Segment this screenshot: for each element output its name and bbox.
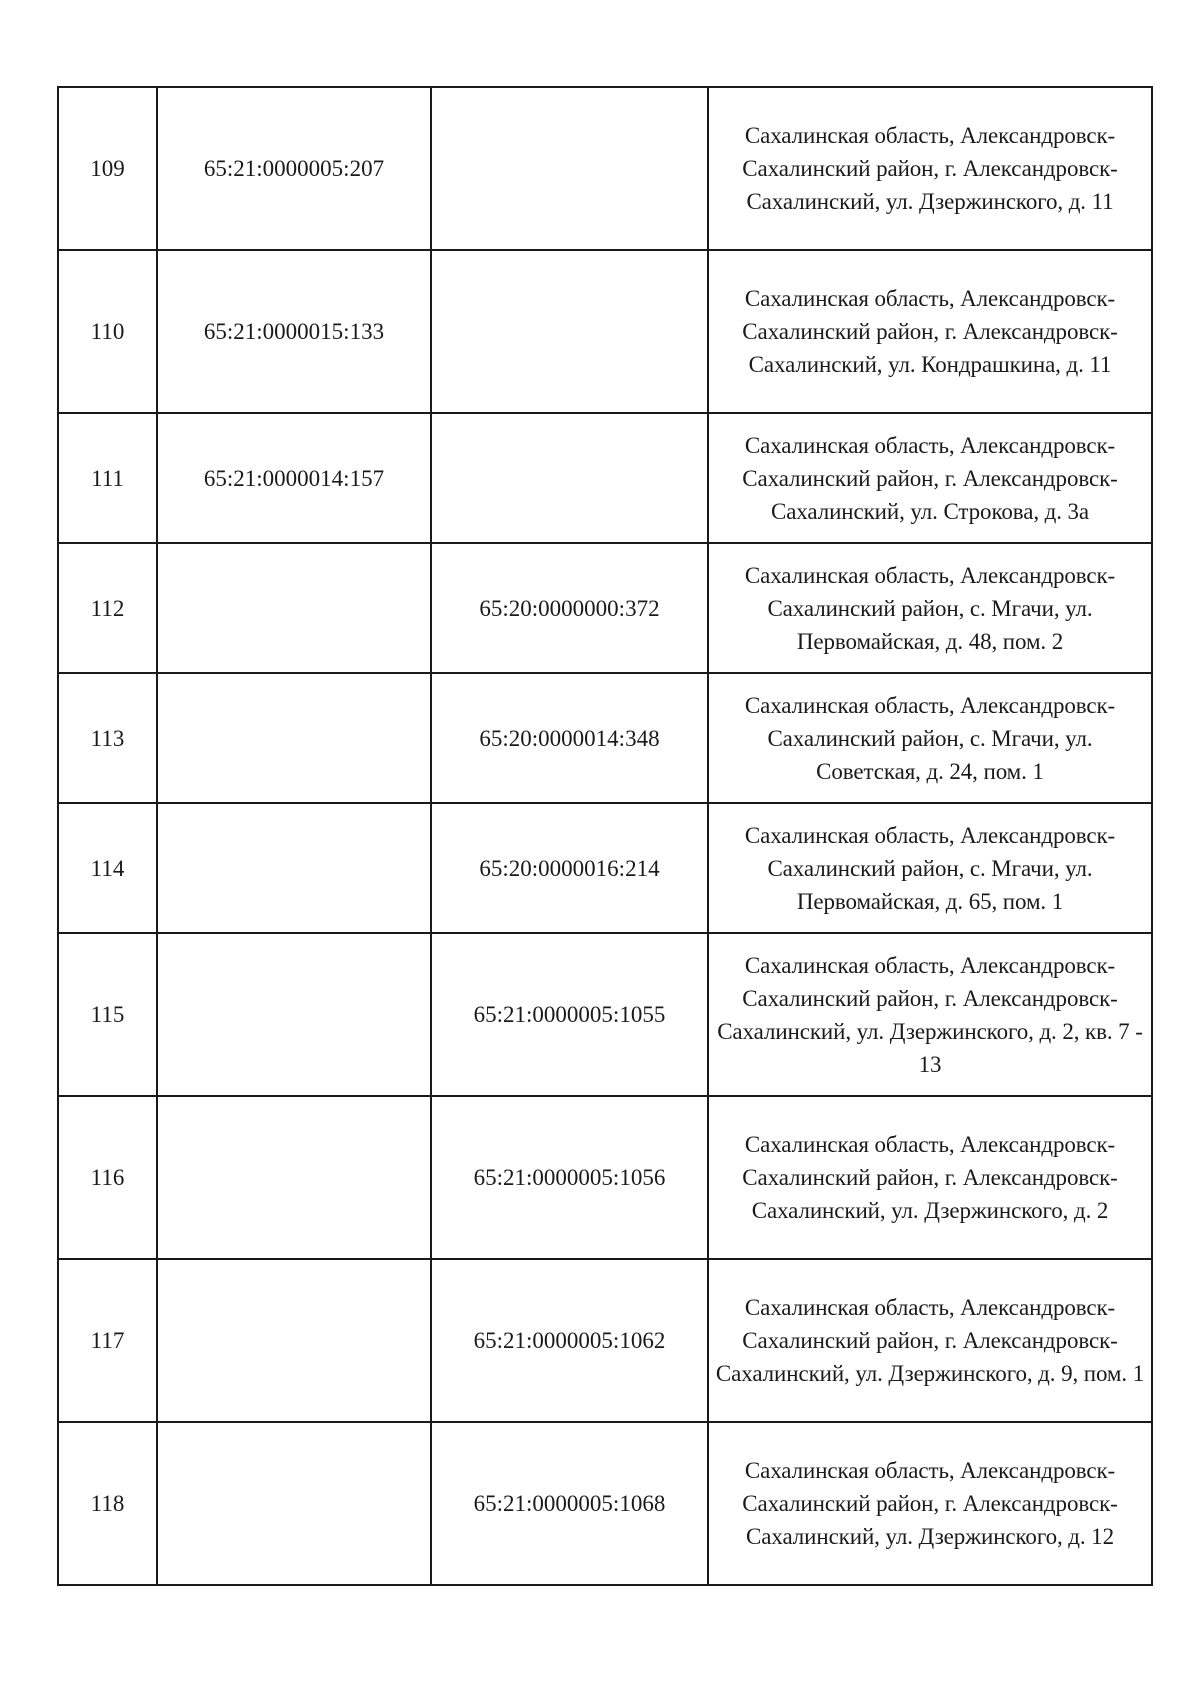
address-cell: Сахалинская область, Александровск-Сахалинский район, г. Александровск-Сахалинский, ул. Дзержинского, д. 12 — [708, 1422, 1152, 1585]
address-cell: Сахалинская область, Александровск-Сахалинский район, г. Александровск-Сахалинский, ул. Дзержинского, д. 9, пом. 1 — [708, 1259, 1152, 1422]
object-cadastral-number-cell: 65:20:0000016:214 — [431, 803, 708, 933]
table-row — [58, 803, 1152, 933]
land-cadastral-number-cell — [157, 933, 431, 1096]
land-cadastral-number-cell — [157, 1422, 431, 1585]
row-number-cell: 113 — [58, 673, 157, 803]
table-row — [58, 1096, 1152, 1259]
table-row — [58, 413, 1152, 543]
row-number-cell: 111 — [58, 413, 157, 543]
table-row — [58, 250, 1152, 413]
table-row — [58, 1422, 1152, 1585]
row-number-cell: 115 — [58, 933, 157, 1096]
address-cell: Сахалинская область, Александровск-Сахалинский район, с. Мгачи, ул. Первомайская, д. 48, пом. 2 — [708, 543, 1152, 673]
object-cadastral-number-cell: 65:21:0000005:1055 — [431, 933, 708, 1096]
object-cadastral-number-cell — [431, 87, 708, 250]
row-number-cell: 118 — [58, 1422, 157, 1585]
row-number-cell: 112 — [58, 543, 157, 673]
object-cadastral-number-cell — [431, 250, 708, 413]
land-cadastral-number-cell — [157, 1096, 431, 1259]
object-cadastral-number-cell: 65:21:0000005:1056 — [431, 1096, 708, 1259]
table-row — [58, 673, 1152, 803]
object-cadastral-number-cell: 65:21:0000005:1062 — [431, 1259, 708, 1422]
land-cadastral-number-cell — [157, 543, 431, 673]
row-number-cell: 117 — [58, 1259, 157, 1422]
row-number-cell: 110 — [58, 250, 157, 413]
object-cadastral-number-cell — [431, 413, 708, 543]
land-cadastral-number-cell: 65:21:0000005:207 — [157, 87, 431, 250]
land-cadastral-number-cell: 65:21:0000014:157 — [157, 413, 431, 543]
object-cadastral-number-cell: 65:20:0000000:372 — [431, 543, 708, 673]
property-registry-table — [57, 86, 1153, 1586]
row-number-cell: 109 — [58, 87, 157, 250]
object-cadastral-number-cell: 65:21:0000005:1068 — [431, 1422, 708, 1585]
address-cell: Сахалинская область, Александровск-Сахалинский район, с. Мгачи, ул. Первомайская, д. 65, пом. 1 — [708, 803, 1152, 933]
land-cadastral-number-cell — [157, 803, 431, 933]
table-row — [58, 87, 1152, 250]
object-cadastral-number-cell: 65:20:0000014:348 — [431, 673, 708, 803]
land-cadastral-number-cell — [157, 673, 431, 803]
land-cadastral-number-cell — [157, 1259, 431, 1422]
address-cell: Сахалинская область, Александровск-Сахалинский район, г. Александровск-Сахалинский, ул. Дзержинского, д. 11 — [708, 87, 1152, 250]
address-cell: Сахалинская область, Александровск-Сахалинский район, г. Александровск-Сахалинский, ул. Дзержинского, д. 2 — [708, 1096, 1152, 1259]
address-cell: Сахалинская область, Александровск-Сахалинский район, с. Мгачи, ул. Советская, д. 24, пом. 1 — [708, 673, 1152, 803]
address-cell: Сахалинская область, Александровск-Сахалинский район, г. Александровск-Сахалинский, ул. Дзержинского, д. 2, кв. 7 - 13 — [708, 933, 1152, 1096]
row-number-cell: 114 — [58, 803, 157, 933]
address-cell: Сахалинская область, Александровск-Сахалинский район, г. Александровск-Сахалинский, ул. Кондрашкина, д. 11 — [708, 250, 1152, 413]
table-row — [58, 543, 1152, 673]
table-row — [58, 933, 1152, 1096]
row-number-cell: 116 — [58, 1096, 157, 1259]
table-row — [58, 1259, 1152, 1422]
address-cell: Сахалинская область, Александровск-Сахалинский район, г. Александровск-Сахалинский, ул. Строкова, д. 3а — [708, 413, 1152, 543]
land-cadastral-number-cell: 65:21:0000015:133 — [157, 250, 431, 413]
